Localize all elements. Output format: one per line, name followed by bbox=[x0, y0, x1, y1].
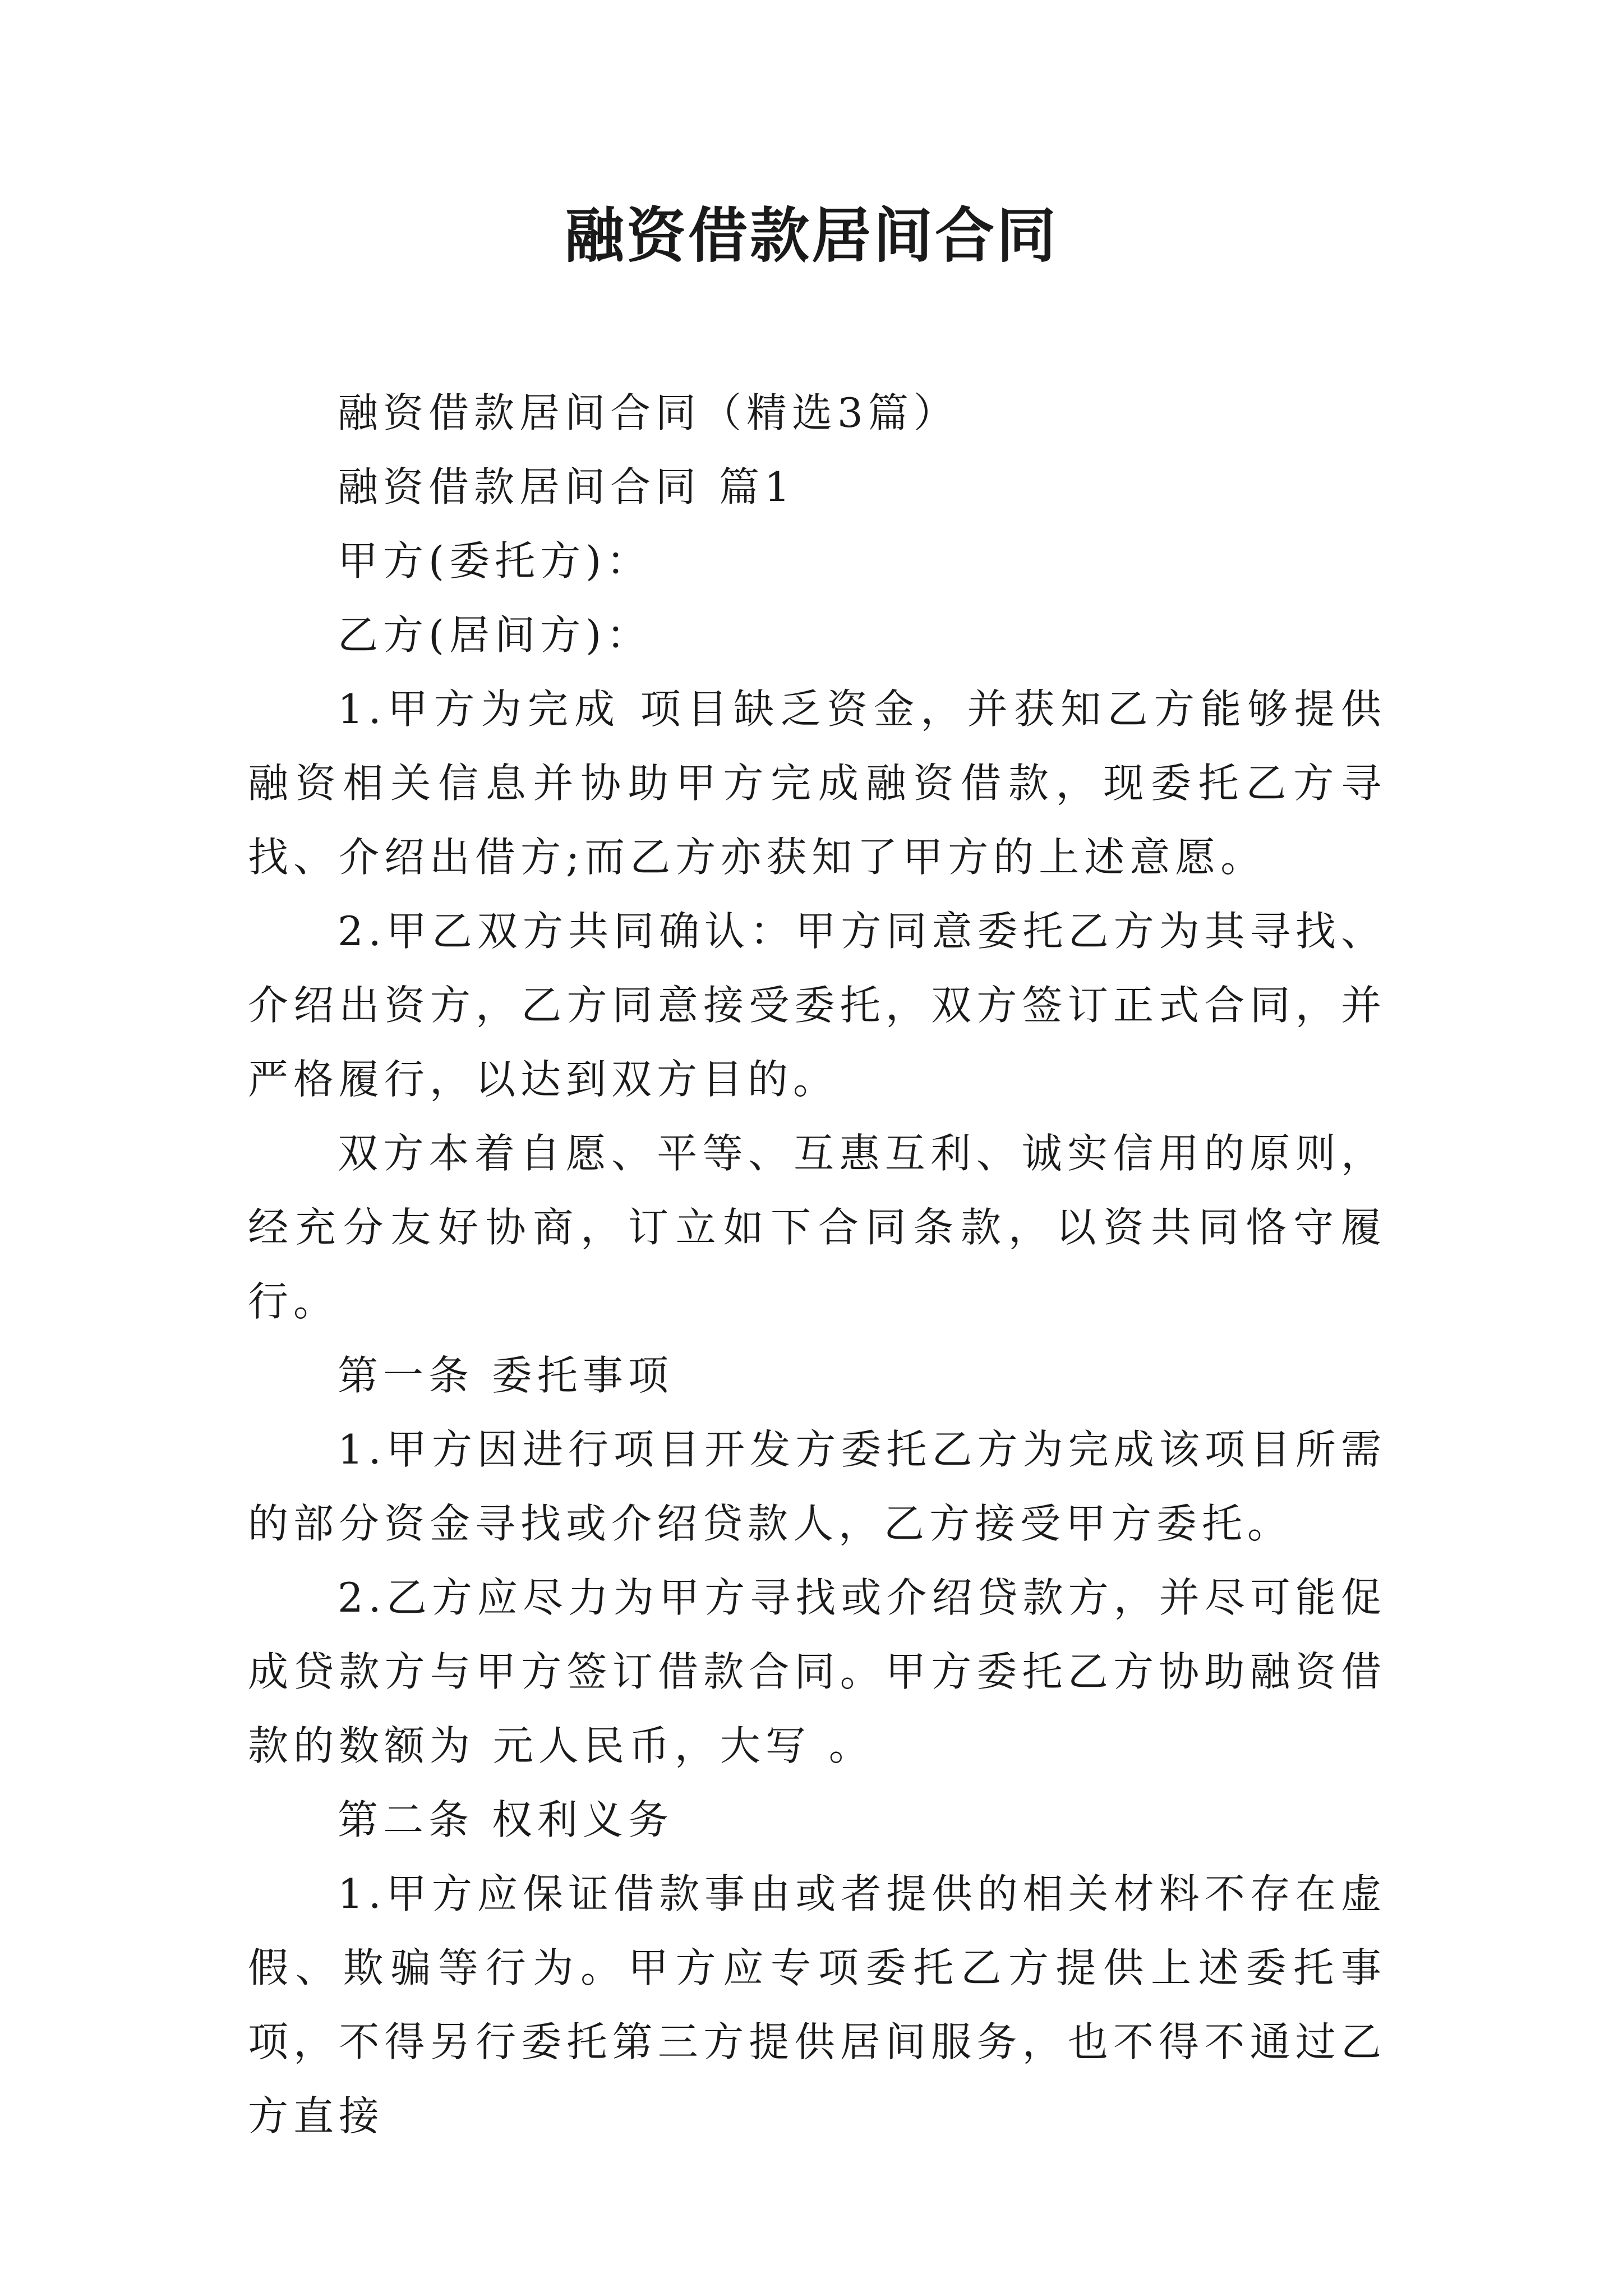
paragraph-article-1-clause-2: 2.乙方应尽力为甲方寻找或介绍贷款方，并尽可能促成贷款方与甲方签订借款合同。甲方委托乙方协助融资借款的数额为 元人民币，大写 。 bbox=[248, 1574, 1386, 1769]
paragraph-article-2-heading: 第二条 权利义务 bbox=[338, 1796, 674, 1843]
document-body bbox=[248, 376, 1386, 2153]
paragraph-party-b: 乙方(居间方)： bbox=[338, 611, 652, 659]
paragraph-principles: 双方本着自愿、平等、互惠互利、诚实信用的原则，经充分友好协商，订立如下合同条款，以资共同恪守履行。 bbox=[248, 1130, 1386, 1325]
paragraph-article-2-clause-1: 1.甲方应保证借款事由或者提供的相关材料不存在虚假、欺骗等行为。甲方应专项委托乙方提供上述委托事项，不得另行委托第三方提供居间服务，也不得不通过乙方直接 bbox=[248, 1870, 1386, 2139]
paragraph-article-1-clause-1: 1.甲方因进行项目开发方委托乙方为完成该项目所需的部分资金寻找或介绍贷款人，乙方接受甲方委托。 bbox=[248, 1426, 1386, 1547]
paragraph-subtitle: 融资借款居间合同（精选3篇） bbox=[338, 389, 959, 436]
paragraph-article-1-heading: 第一条 委托事项 bbox=[338, 1352, 674, 1399]
paragraph-party-a: 甲方(委托方)： bbox=[338, 537, 652, 585]
document-title: 融资借款居间合同 bbox=[565, 200, 1058, 270]
paragraph-recital-1: 1.甲方为完成 项目缺乏资金，并获知乙方能够提供融资相关信息并协助甲方完成融资借款，现委托乙方寻找、介绍出借方;而乙方亦获知了甲方的上述意愿。 bbox=[248, 685, 1386, 881]
paragraph-recital-2: 2.甲乙双方共同确认：甲方同意委托乙方为其寻找、介绍出资方，乙方同意接受委托，双方签订正式合同，并严格履行，以达到双方目的。 bbox=[248, 908, 1386, 1103]
paragraph-section-heading: 融资借款居间合同 篇1 bbox=[338, 463, 795, 510]
